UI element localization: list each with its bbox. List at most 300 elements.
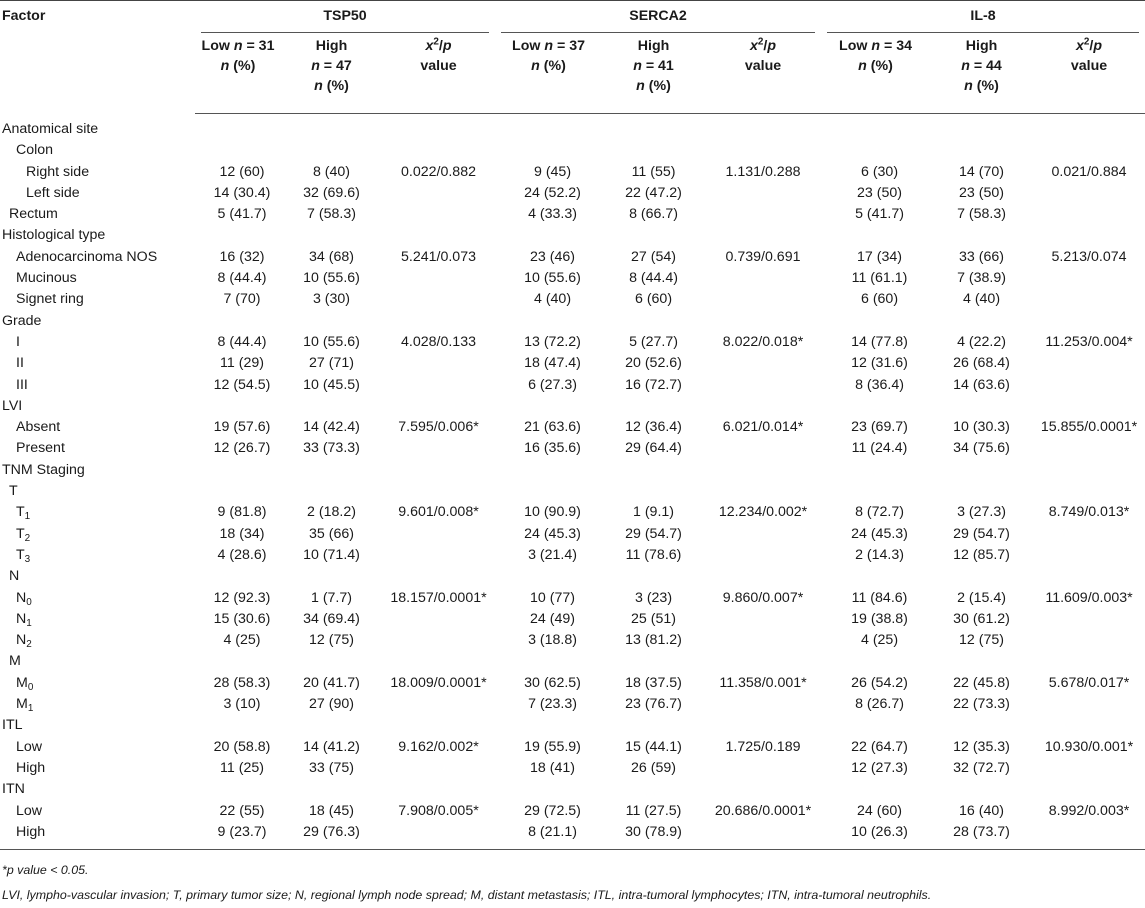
subheader-cell <box>602 33 705 114</box>
table-cell <box>382 630 495 651</box>
table-row <box>0 715 1145 736</box>
table-cell <box>1033 609 1145 630</box>
table-cell <box>382 375 495 396</box>
table-cell: 20 (58.8) <box>213 738 271 755</box>
table-cell <box>602 651 705 672</box>
table-cell: 24 (60) <box>857 802 902 819</box>
table-cell: 6 (30) <box>860 163 899 180</box>
table-cell: 5.213/0.074 <box>1051 248 1127 265</box>
row-label: Adenocarcinoma NOS <box>16 248 158 265</box>
table-cell <box>1033 694 1145 715</box>
table-cell <box>705 268 821 289</box>
table-cell <box>705 289 821 310</box>
table-cell <box>1033 758 1145 779</box>
table-cell <box>382 779 495 800</box>
table-cell: 4.028/0.133 <box>401 333 476 350</box>
table-cell <box>602 715 705 736</box>
table-cell: 21 (63.6) <box>524 419 581 436</box>
row-label: $T_1$ <box>16 504 31 523</box>
table-cell <box>281 396 382 417</box>
table-cell: 7.595/0.006* <box>398 419 479 436</box>
table-cell <box>281 779 382 800</box>
table-cell <box>382 651 495 672</box>
table-cell: 10 (77) <box>530 589 575 606</box>
table-cell: 10 (90.9) <box>524 504 581 521</box>
table-cell <box>281 460 382 481</box>
table-cell: 7 (23.3) <box>528 696 577 713</box>
table-cell <box>821 779 930 800</box>
table-cell: 1.725/0.189 <box>725 738 801 755</box>
table-cell <box>705 694 821 715</box>
row-label: ITL <box>2 717 23 734</box>
percent-label: n (%) <box>220 58 256 74</box>
table-cell <box>281 481 382 502</box>
table-cell <box>930 311 1033 332</box>
table-cell <box>1033 183 1145 204</box>
row-label: $T_3$ <box>16 546 31 565</box>
table-cell: 15 (30.6) <box>213 610 271 627</box>
table-row <box>0 737 1145 758</box>
table-cell <box>382 183 495 204</box>
table-cell <box>705 822 821 850</box>
table-cell: 10 (55.6) <box>303 333 360 350</box>
table-cell <box>382 114 495 141</box>
table-cell: 11 (78.6) <box>625 546 682 563</box>
table-cell <box>495 396 602 417</box>
table-cell <box>1033 630 1145 651</box>
table-cell <box>495 140 602 161</box>
count-label: n = 47 <box>311 58 352 74</box>
table-cell: 24 (45.3) <box>524 525 581 542</box>
row-label: $T_2$ <box>16 525 31 544</box>
table-cell: 8.749/0.013* <box>1048 504 1130 521</box>
table-cell <box>382 204 495 225</box>
table-cell: 12 (36.4) <box>625 419 682 436</box>
table-cell: 4 (22.2) <box>957 333 1006 350</box>
table-cell <box>382 524 495 545</box>
table-cell: 5.241/0.073 <box>401 248 476 265</box>
row-label: Histological type <box>2 227 106 244</box>
table-cell <box>382 758 495 779</box>
row-label: Colon <box>16 142 54 159</box>
table-row <box>0 609 1145 630</box>
table-cell <box>382 609 495 630</box>
table-cell <box>602 396 705 417</box>
table-cell <box>195 114 281 141</box>
table-row <box>0 545 1145 566</box>
table-row <box>0 651 1145 672</box>
table-row <box>0 162 1145 183</box>
table-cell <box>382 715 495 736</box>
table-cell: 27 (54) <box>631 248 676 265</box>
table-cell: 19 (57.6) <box>213 419 271 436</box>
table-cell: 10 (55.6) <box>303 270 360 287</box>
table-cell <box>821 566 930 587</box>
table-cell <box>495 715 602 736</box>
table-cell: 7 (58.3) <box>307 206 356 223</box>
table-cell <box>195 311 281 332</box>
percent-label: n (%) <box>314 78 349 94</box>
table-cell <box>281 651 382 672</box>
table-cell: 30 (62.5) <box>524 674 581 691</box>
table-cell: 11.358/0.001* <box>719 674 807 691</box>
table-cell: 10.930/0.001* <box>1044 738 1134 755</box>
table-cell: 12 (26.7) <box>213 440 271 457</box>
table-cell <box>382 268 495 289</box>
count-label: Low n = 31 <box>201 38 275 54</box>
table-cell <box>602 460 705 481</box>
table-cell: 9.860/0.007* <box>722 589 804 606</box>
table-cell: 0.022/0.882 <box>401 163 476 180</box>
count-label: n = 44 <box>961 58 1002 74</box>
table-cell <box>195 460 281 481</box>
table-cell <box>1033 353 1145 374</box>
table-cell <box>930 779 1033 800</box>
table-cell: 11 (25) <box>220 759 264 776</box>
table-cell: 0.739/0.691 <box>725 248 801 265</box>
table-cell: 32 (72.7) <box>953 759 1010 776</box>
row-label: High <box>0 822 195 850</box>
table-cell <box>705 183 821 204</box>
count-label: High <box>965 38 998 54</box>
table-cell: 14 (77.8) <box>851 333 908 350</box>
row-label: III <box>16 376 28 393</box>
table-cell: 16 (35.6) <box>524 440 581 457</box>
table-cell: 12 (60) <box>219 163 265 180</box>
table-cell: 12 (92.3) <box>213 589 271 606</box>
table-row <box>0 630 1145 651</box>
table-row <box>0 311 1145 332</box>
table-cell: 32 (69.6) <box>303 184 360 201</box>
table-cell <box>382 566 495 587</box>
table-body <box>0 114 1145 850</box>
table-cell: 2 (15.4) <box>957 589 1006 606</box>
table-cell <box>705 651 821 672</box>
table-cell: 7 (70) <box>223 291 261 308</box>
table-cell: 8 (66.7) <box>629 206 678 223</box>
table-cell <box>930 225 1033 246</box>
table-cell: 29 (54.7) <box>953 525 1010 542</box>
table-cell: 20 (41.7) <box>303 674 360 691</box>
table-cell: 6 (60) <box>634 291 673 308</box>
table-row <box>0 114 1145 141</box>
table-cell <box>705 545 821 566</box>
table-cell <box>382 289 495 310</box>
table-cell: 10 (71.4) <box>303 546 360 563</box>
table-cell <box>1033 822 1145 850</box>
table-row <box>0 204 1145 225</box>
table-cell <box>930 460 1033 481</box>
stat-label: $x^2/p$ <box>749 36 777 54</box>
table-cell <box>705 140 821 161</box>
row-label: $N_1$ <box>16 610 32 629</box>
table-row <box>0 566 1145 587</box>
table-footnotes <box>0 858 1145 908</box>
table-cell: 9.162/0.002* <box>398 738 479 755</box>
table-cell <box>1033 651 1145 672</box>
table-cell: 33 (73.3) <box>303 440 360 457</box>
table-cell: 22 (47.2) <box>625 184 682 201</box>
table-cell: 23 (50) <box>857 184 902 201</box>
table-cell: 20.686/0.0001* <box>714 802 812 819</box>
table-cell <box>1033 524 1145 545</box>
table-cell: 23 (46) <box>530 248 575 265</box>
row-label: $N_2$ <box>16 632 32 651</box>
table-cell: 34 (69.4) <box>303 610 360 627</box>
table-cell: 1.131/0.288 <box>725 163 801 180</box>
table-cell: 16 (40) <box>959 802 1004 819</box>
table-row <box>0 673 1145 694</box>
count-label: Low n = 34 <box>839 38 912 54</box>
table-cell: 18 (45) <box>309 802 354 819</box>
count-label: Low n = 37 <box>512 38 585 54</box>
count-label: High <box>315 38 348 54</box>
table-cell: 18 (37.5) <box>625 674 682 691</box>
table-cell: 11 (29) <box>220 355 264 372</box>
table-cell <box>1033 268 1145 289</box>
table-cell: 7 (58.3) <box>957 206 1006 223</box>
table-cell: 26 (68.4) <box>953 355 1010 372</box>
table-cell: 16 (72.7) <box>625 376 682 393</box>
table-cell <box>705 481 821 502</box>
table-row <box>0 247 1145 268</box>
table-cell <box>602 225 705 246</box>
table-cell: 4 (40) <box>962 291 1001 308</box>
table-cell: 11 (27.5) <box>625 802 682 819</box>
table-cell: 20 (52.6) <box>625 355 682 372</box>
table-cell: 34 (68) <box>309 248 354 265</box>
row-label: Present <box>16 440 65 457</box>
table-row <box>0 502 1145 523</box>
table-cell <box>495 460 602 481</box>
table-cell <box>602 481 705 502</box>
table-cell <box>930 566 1033 587</box>
row-label: $M_0$ <box>16 674 34 693</box>
table-cell: 12 (85.7) <box>953 546 1010 563</box>
table-cell: 11 (24.4) <box>851 440 908 457</box>
table-row <box>0 289 1145 310</box>
percent-label: n (%) <box>636 78 671 94</box>
table-cell <box>930 114 1033 141</box>
table-cell: 4 (33.3) <box>528 206 577 223</box>
table-cell: 3 (21.4) <box>528 546 577 563</box>
row-label: M <box>9 653 21 670</box>
table-cell <box>821 481 930 502</box>
table-cell <box>705 353 821 374</box>
subheader-cell: $x^2/p$ value <box>1033 33 1145 114</box>
table-cell: 14 (30.4) <box>213 184 271 201</box>
table-cell <box>821 651 930 672</box>
group-header-row <box>0 1 1145 34</box>
row-label: LVI <box>2 397 23 414</box>
table-cell: 27 (90) <box>309 696 354 713</box>
table-cell <box>821 460 930 481</box>
table-cell: 4 (25) <box>223 632 261 649</box>
table-cell: 12 (54.5) <box>213 376 271 393</box>
table-cell: 11.609/0.003* <box>1045 589 1133 606</box>
row-label: TNM Staging <box>2 461 85 478</box>
table-cell <box>1033 225 1145 246</box>
table-cell <box>1033 140 1145 161</box>
table-cell <box>821 396 930 417</box>
table-row <box>0 268 1145 289</box>
table-cell: 24 (45.3) <box>851 525 908 542</box>
table-cell: 23 (69.7) <box>851 419 908 436</box>
table-cell <box>1033 396 1145 417</box>
row-label: N <box>9 568 20 585</box>
table-cell <box>1033 545 1145 566</box>
table-cell <box>195 651 281 672</box>
factor-header: Factor <box>0 1 195 114</box>
table-row <box>0 225 1145 246</box>
row-label: $M_1$ <box>16 696 34 715</box>
row-label: I <box>16 333 20 350</box>
table-cell: 9 (23.7) <box>195 822 281 850</box>
table-cell: 16 (32) <box>219 248 265 265</box>
table-cell <box>195 481 281 502</box>
table-cell <box>382 140 495 161</box>
table-cell <box>930 715 1033 736</box>
table-cell <box>195 140 281 161</box>
row-label: Left side <box>26 184 80 201</box>
subheader-cell: $x^2/p$ value <box>705 33 821 114</box>
table-cell <box>821 114 930 141</box>
table-cell: 3 (23) <box>634 589 673 606</box>
table-cell <box>382 460 495 481</box>
table-cell: 14 (42.4) <box>303 419 360 436</box>
table-cell: 3 (18.8) <box>528 632 577 649</box>
row-label: High <box>16 759 46 776</box>
subheader-cell <box>195 33 281 114</box>
table-cell <box>382 438 495 459</box>
table-cell: 13 (72.2) <box>524 333 581 350</box>
table-cell: 24 (49) <box>530 610 575 627</box>
table-cell: 5 (27.7) <box>629 333 678 350</box>
table-cell: 12 (75) <box>309 632 354 649</box>
table-row <box>0 353 1145 374</box>
group-header-tsp50: TSP50 <box>195 1 495 34</box>
table-cell: 6 (60) <box>860 291 899 308</box>
table-row <box>0 417 1145 438</box>
table-cell <box>602 566 705 587</box>
table-cell <box>1033 715 1145 736</box>
table-cell: 23 (50) <box>959 184 1004 201</box>
table-cell <box>382 481 495 502</box>
row-label: Absent <box>16 419 61 436</box>
table-cell: 15.855/0.0001* <box>1040 419 1138 436</box>
percent-label: n (%) <box>531 58 566 74</box>
table-cell: 29 (64.4) <box>625 440 682 457</box>
group-header-serca2: SERCA2 <box>495 1 821 34</box>
table-cell: 12 (35.3) <box>953 738 1010 755</box>
row-label: Signet ring <box>16 291 84 308</box>
table-cell <box>705 524 821 545</box>
row-label: ITN <box>2 781 25 798</box>
row-label: Rectum <box>9 206 58 223</box>
table-cell: 4 (25) <box>860 632 899 649</box>
table-cell: 8 (44.4) <box>217 333 267 350</box>
table-cell <box>495 566 602 587</box>
table-row <box>0 801 1145 822</box>
table-cell: 5.678/0.017* <box>1048 674 1130 691</box>
table-cell: 22 (45.8) <box>953 674 1010 691</box>
table-cell: 8 (26.7) <box>855 696 904 713</box>
table-cell: 28 (73.7) <box>930 822 1033 850</box>
table-cell: 23 (76.7) <box>625 696 682 713</box>
percent-label: n (%) <box>858 58 893 74</box>
table-row <box>0 460 1145 481</box>
table-cell <box>705 114 821 141</box>
table-cell: 33 (75) <box>309 759 354 776</box>
table-cell <box>705 609 821 630</box>
table-cell: 10 (45.5) <box>303 376 360 393</box>
table-cell: 8.992/0.003* <box>1048 802 1130 819</box>
group-header-il8: IL-8 <box>821 1 1145 34</box>
row-label: T <box>9 483 18 500</box>
table-cell: 30 (78.9) <box>602 822 705 850</box>
table-cell <box>705 460 821 481</box>
table-cell: 28 (58.3) <box>213 674 271 691</box>
percent-label: n (%) <box>964 78 999 94</box>
table-cell: 8 (36.4) <box>855 376 904 393</box>
table-cell <box>821 140 930 161</box>
table-row <box>0 140 1145 161</box>
subheader-cell <box>495 33 602 114</box>
stat-label: $x^2/p$ <box>425 36 452 54</box>
row-label: Anatomical site <box>2 120 99 137</box>
table-cell: 18 (34) <box>219 525 265 542</box>
table-cell: 7 (38.9) <box>957 270 1006 287</box>
table-cell: 0.021/0.884 <box>1051 163 1127 180</box>
table-row <box>0 524 1145 545</box>
table-cell: 12 (31.6) <box>851 355 908 372</box>
table-row <box>0 375 1145 396</box>
table-cell: 3 (30) <box>312 291 351 308</box>
row-label: $N_0$ <box>16 589 32 608</box>
table-cell <box>705 396 821 417</box>
table-cell <box>495 779 602 800</box>
table-row <box>0 332 1145 353</box>
table-cell <box>602 114 705 141</box>
table-row <box>0 758 1145 779</box>
table-cell <box>495 225 602 246</box>
table-cell <box>281 566 382 587</box>
table-cell: 10 (55.6) <box>524 270 581 287</box>
table-cell <box>1033 375 1145 396</box>
table-cell <box>1033 289 1145 310</box>
table-cell <box>705 438 821 459</box>
subheader-cell <box>281 33 382 114</box>
table-cell: 9.601/0.008* <box>398 504 479 521</box>
table-cell <box>705 779 821 800</box>
table-cell <box>602 311 705 332</box>
table-cell: 18.009/0.0001* <box>390 674 487 691</box>
table-cell <box>382 545 495 566</box>
table-cell <box>705 311 821 332</box>
table-cell: 12 (27.3) <box>851 759 908 776</box>
table-cell: 5 (41.7) <box>217 206 267 223</box>
table-cell <box>821 715 930 736</box>
table-cell <box>930 481 1033 502</box>
table-cell: 19 (38.8) <box>851 610 908 627</box>
table-cell <box>705 375 821 396</box>
table-cell: 29 (54.7) <box>625 525 682 542</box>
table-cell: 27 (71) <box>309 355 354 372</box>
table-cell <box>495 114 602 141</box>
table-cell <box>281 140 382 161</box>
table-cell <box>495 311 602 332</box>
table-cell <box>705 715 821 736</box>
